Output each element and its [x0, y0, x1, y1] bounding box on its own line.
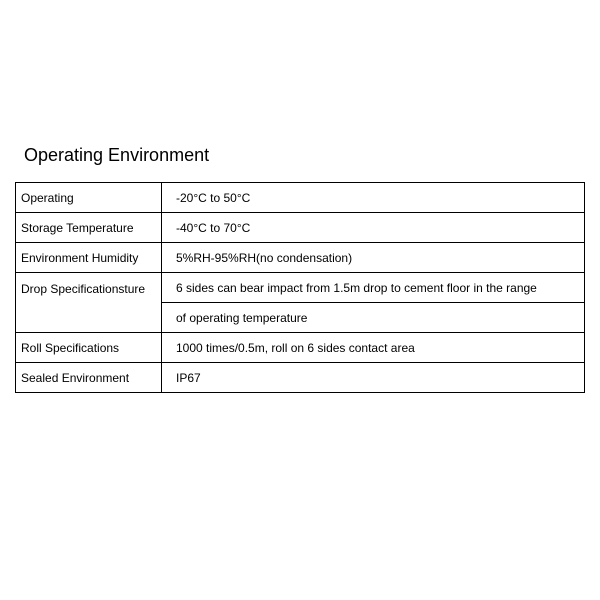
row-label: Roll Specifications: [16, 333, 162, 363]
table-row: [16, 213, 585, 243]
row-label: Drop Specificationsture: [16, 273, 162, 333]
row-label: Storage Temperature: [16, 213, 162, 243]
row-label: Environment Humidity: [16, 243, 162, 273]
row-value: 5%RH-95%RH(no condensation): [162, 243, 585, 273]
section-title: Operating Environment: [24, 145, 210, 165]
table-row: [16, 363, 585, 393]
table-row: [16, 273, 585, 303]
row-label: Sealed Environment: [16, 363, 162, 393]
row-value: -40°C to 70°C: [162, 213, 585, 243]
table-row: [16, 183, 585, 213]
row-value-line-1: 6 sides can bear impact from 1.5m drop to cement floor in the range: [162, 273, 585, 303]
table-row: [16, 333, 585, 363]
table-row: [16, 243, 585, 273]
row-value-line-2: of operating temperature: [162, 303, 585, 333]
spec-table: [15, 182, 585, 393]
row-value: IP67: [162, 363, 585, 393]
row-label: Operating: [16, 183, 162, 213]
row-value: -20°C to 50°C: [162, 183, 585, 213]
row-value: 1000 times/0.5m, roll on 6 sides contact area: [162, 333, 585, 363]
